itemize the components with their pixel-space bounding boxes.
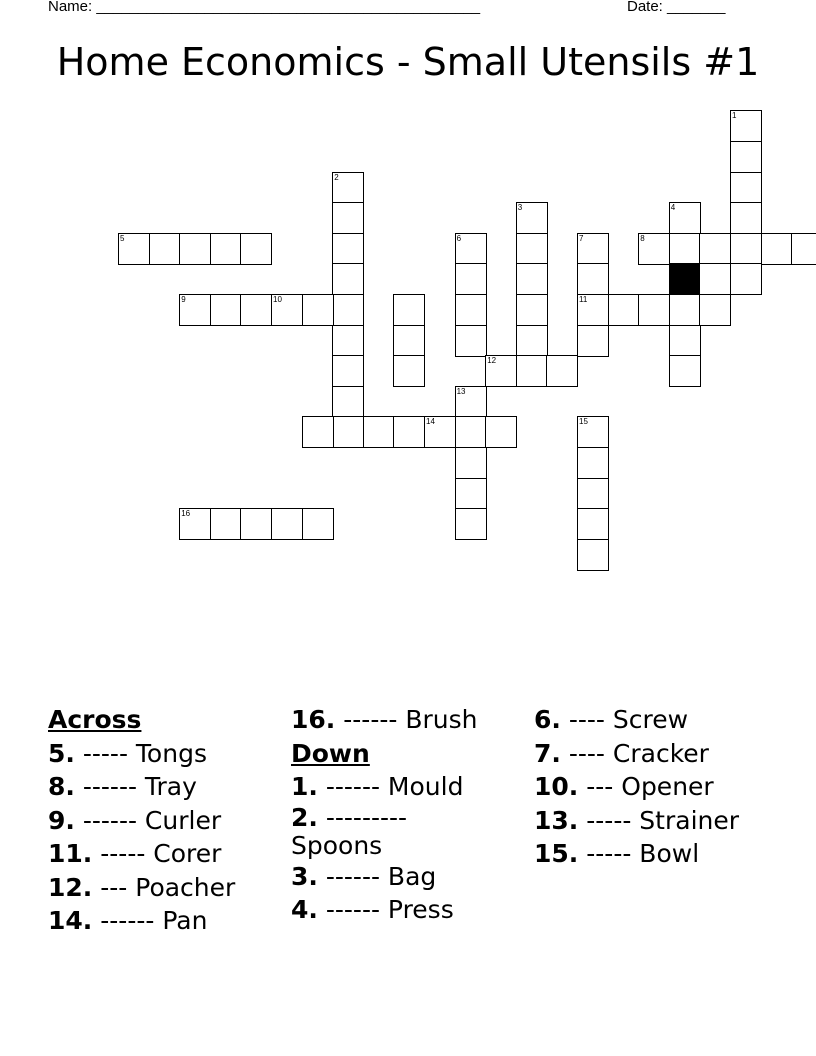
grid-cell[interactable] bbox=[516, 355, 548, 387]
clue-number: 3. bbox=[291, 861, 318, 891]
grid-cell[interactable] bbox=[516, 325, 548, 357]
grid-cell[interactable] bbox=[608, 294, 640, 326]
grid-cell[interactable] bbox=[332, 233, 364, 265]
grid-cell[interactable] bbox=[669, 325, 701, 357]
grid-cell-number: 7 bbox=[579, 233, 584, 243]
grid-cell[interactable] bbox=[730, 141, 762, 173]
grid-cell[interactable] bbox=[149, 233, 181, 265]
grid-cell-number: 8 bbox=[640, 233, 645, 243]
grid-cell-number: 16 bbox=[181, 509, 191, 519]
grid-cell-number: 10 bbox=[273, 294, 282, 304]
across-heading: Across bbox=[48, 705, 142, 734]
clue-number: 15. bbox=[534, 839, 579, 868]
grid-cell[interactable] bbox=[240, 508, 272, 540]
grid-cell[interactable] bbox=[455, 478, 487, 510]
clue-down-3 bbox=[291, 860, 521, 894]
grid-cell[interactable] bbox=[638, 294, 670, 326]
grid-cell[interactable] bbox=[271, 508, 303, 540]
grid-cell-number: 11 bbox=[579, 294, 588, 304]
grid-cell[interactable] bbox=[669, 355, 701, 387]
grid-cell-number: 1 bbox=[732, 111, 737, 121]
clues-column-3 bbox=[534, 703, 794, 871]
grid-cell[interactable] bbox=[332, 386, 364, 418]
clues-column-2 bbox=[291, 703, 521, 927]
grid-cell[interactable] bbox=[546, 355, 578, 387]
clue-text: ----- Corer bbox=[100, 839, 222, 868]
clue-down-10 bbox=[534, 770, 794, 804]
clue-text: --- Opener bbox=[586, 772, 714, 801]
grid-cell[interactable] bbox=[302, 294, 334, 326]
grid-cell-number: 13 bbox=[456, 386, 466, 396]
clue-down-13 bbox=[534, 804, 794, 838]
clue-text: --- Poacher bbox=[100, 872, 236, 902]
clue-text: ------ Press bbox=[325, 895, 454, 924]
grid-cell[interactable] bbox=[332, 294, 364, 326]
clue-number: 8. bbox=[48, 772, 75, 801]
clue-down-4 bbox=[291, 893, 521, 927]
clue-number: 4. bbox=[291, 895, 318, 924]
clue-number: 2. bbox=[291, 802, 318, 832]
clue-number: 9. bbox=[48, 805, 75, 835]
grid-cell[interactable] bbox=[393, 294, 425, 326]
clue-across-12 bbox=[48, 871, 278, 905]
clue-number: 14. bbox=[48, 906, 93, 935]
grid-cell-number: 6 bbox=[456, 233, 462, 243]
down-heading: Down bbox=[291, 738, 370, 768]
clue-across-16 bbox=[291, 703, 521, 737]
grid-cell[interactable] bbox=[332, 355, 364, 387]
grid-cell[interactable] bbox=[332, 416, 364, 448]
grid-cell[interactable] bbox=[332, 325, 364, 357]
grid-cell[interactable] bbox=[455, 294, 487, 326]
clue-text: ---- Cracker bbox=[568, 738, 709, 768]
page-title: Home Economics - Small Utensils #1 bbox=[56, 40, 760, 84]
clue-down-15 bbox=[534, 837, 794, 871]
clue-text: ------ Brush bbox=[343, 705, 478, 734]
date-field-label: Date: _______ bbox=[627, 0, 726, 15]
clue-across-11 bbox=[48, 837, 278, 871]
grid-cell[interactable] bbox=[516, 233, 548, 265]
grid-cell[interactable] bbox=[730, 233, 762, 265]
grid-cell[interactable] bbox=[302, 508, 334, 540]
clue-text: --------- bbox=[325, 802, 408, 832]
grid-cell[interactable] bbox=[699, 263, 731, 295]
grid-cell[interactable] bbox=[577, 539, 609, 571]
clue-text: ------ Bag bbox=[325, 861, 437, 891]
name-field-label: Name: ______________________________________________ bbox=[48, 0, 481, 15]
grid-cell[interactable] bbox=[761, 233, 793, 265]
grid-cell[interactable] bbox=[332, 263, 364, 295]
grid-cell[interactable] bbox=[455, 263, 487, 295]
clue-number: 11. bbox=[48, 839, 93, 868]
grid-cell[interactable] bbox=[393, 355, 425, 387]
grid-cell[interactable] bbox=[669, 233, 701, 265]
grid-cell[interactable] bbox=[363, 416, 395, 448]
clue-number: 1. bbox=[291, 772, 318, 801]
grid-cell[interactable] bbox=[577, 263, 609, 295]
grid-cell[interactable] bbox=[455, 447, 487, 479]
grid-cell[interactable] bbox=[455, 325, 487, 357]
grid-cell-number: 2 bbox=[334, 172, 339, 182]
grid-cell[interactable] bbox=[791, 233, 816, 265]
grid-cell-number: 4 bbox=[670, 203, 676, 213]
grid-cell[interactable] bbox=[393, 325, 425, 357]
clue-number: 16. bbox=[291, 705, 336, 734]
grid-cell-number: 5 bbox=[120, 233, 125, 243]
grid-cell[interactable] bbox=[210, 294, 242, 326]
clue-down-1 bbox=[291, 770, 521, 804]
grid-cell-number: 3 bbox=[517, 203, 523, 213]
grid-cell[interactable] bbox=[516, 294, 548, 326]
clue-across-8 bbox=[48, 770, 278, 804]
grid-cell[interactable] bbox=[730, 263, 762, 295]
grid-cell[interactable] bbox=[455, 508, 487, 540]
grid-cell[interactable] bbox=[210, 233, 242, 265]
clues-column-1 bbox=[48, 703, 278, 938]
clue-down-6 bbox=[534, 703, 794, 737]
clue-across-14 bbox=[48, 904, 278, 938]
grid-cell-black bbox=[669, 263, 701, 295]
grid-cell-number: 15 bbox=[579, 417, 588, 427]
clue-down-2 bbox=[291, 804, 521, 860]
clue-text: ----- Strainer bbox=[586, 805, 740, 835]
grid-cell[interactable] bbox=[179, 233, 211, 265]
grid-cell[interactable] bbox=[730, 202, 762, 234]
grid-cell[interactable] bbox=[240, 233, 272, 265]
clue-text-continued: Spoons bbox=[291, 830, 383, 860]
grid-cell-number: 12 bbox=[487, 356, 497, 366]
clue-across-5 bbox=[48, 737, 278, 771]
grid-cell[interactable] bbox=[210, 508, 242, 540]
grid-cell[interactable] bbox=[393, 416, 425, 448]
grid-cell[interactable] bbox=[577, 447, 609, 479]
grid-cell[interactable] bbox=[332, 202, 364, 234]
grid-cell[interactable] bbox=[577, 325, 609, 357]
clue-text: ------ Curler bbox=[82, 805, 222, 835]
grid-cell[interactable] bbox=[699, 294, 731, 326]
grid-cell-number: 14 bbox=[426, 417, 435, 427]
clue-number: 12. bbox=[48, 872, 93, 902]
clue-number: 7. bbox=[534, 738, 561, 768]
grid-cell[interactable] bbox=[485, 416, 517, 448]
clue-number: 5. bbox=[48, 738, 75, 768]
clue-number: 13. bbox=[534, 805, 579, 835]
grid-cell[interactable] bbox=[699, 233, 731, 265]
clue-text: ------ Mould bbox=[325, 772, 464, 801]
grid-cell[interactable] bbox=[669, 294, 701, 326]
clue-text: ------ Tray bbox=[82, 772, 197, 801]
grid-cell[interactable] bbox=[516, 263, 548, 295]
grid-cell[interactable] bbox=[730, 172, 762, 204]
clue-text: ---- Screw bbox=[568, 705, 689, 734]
clue-number: 6. bbox=[534, 705, 561, 734]
clue-text: ----- Tongs bbox=[82, 738, 207, 768]
clue-number: 10. bbox=[534, 772, 579, 801]
clue-across-9 bbox=[48, 804, 278, 838]
grid-cell[interactable] bbox=[577, 478, 609, 510]
clue-down-7 bbox=[534, 737, 794, 771]
clue-text: ------ Pan bbox=[100, 906, 208, 935]
grid-cell[interactable] bbox=[577, 508, 609, 540]
grid-cell[interactable] bbox=[240, 294, 272, 326]
grid-cell[interactable] bbox=[455, 416, 487, 448]
grid-cell[interactable] bbox=[302, 416, 334, 448]
grid-cell-number: 9 bbox=[181, 294, 186, 304]
clue-text: ----- Bowl bbox=[586, 839, 700, 868]
